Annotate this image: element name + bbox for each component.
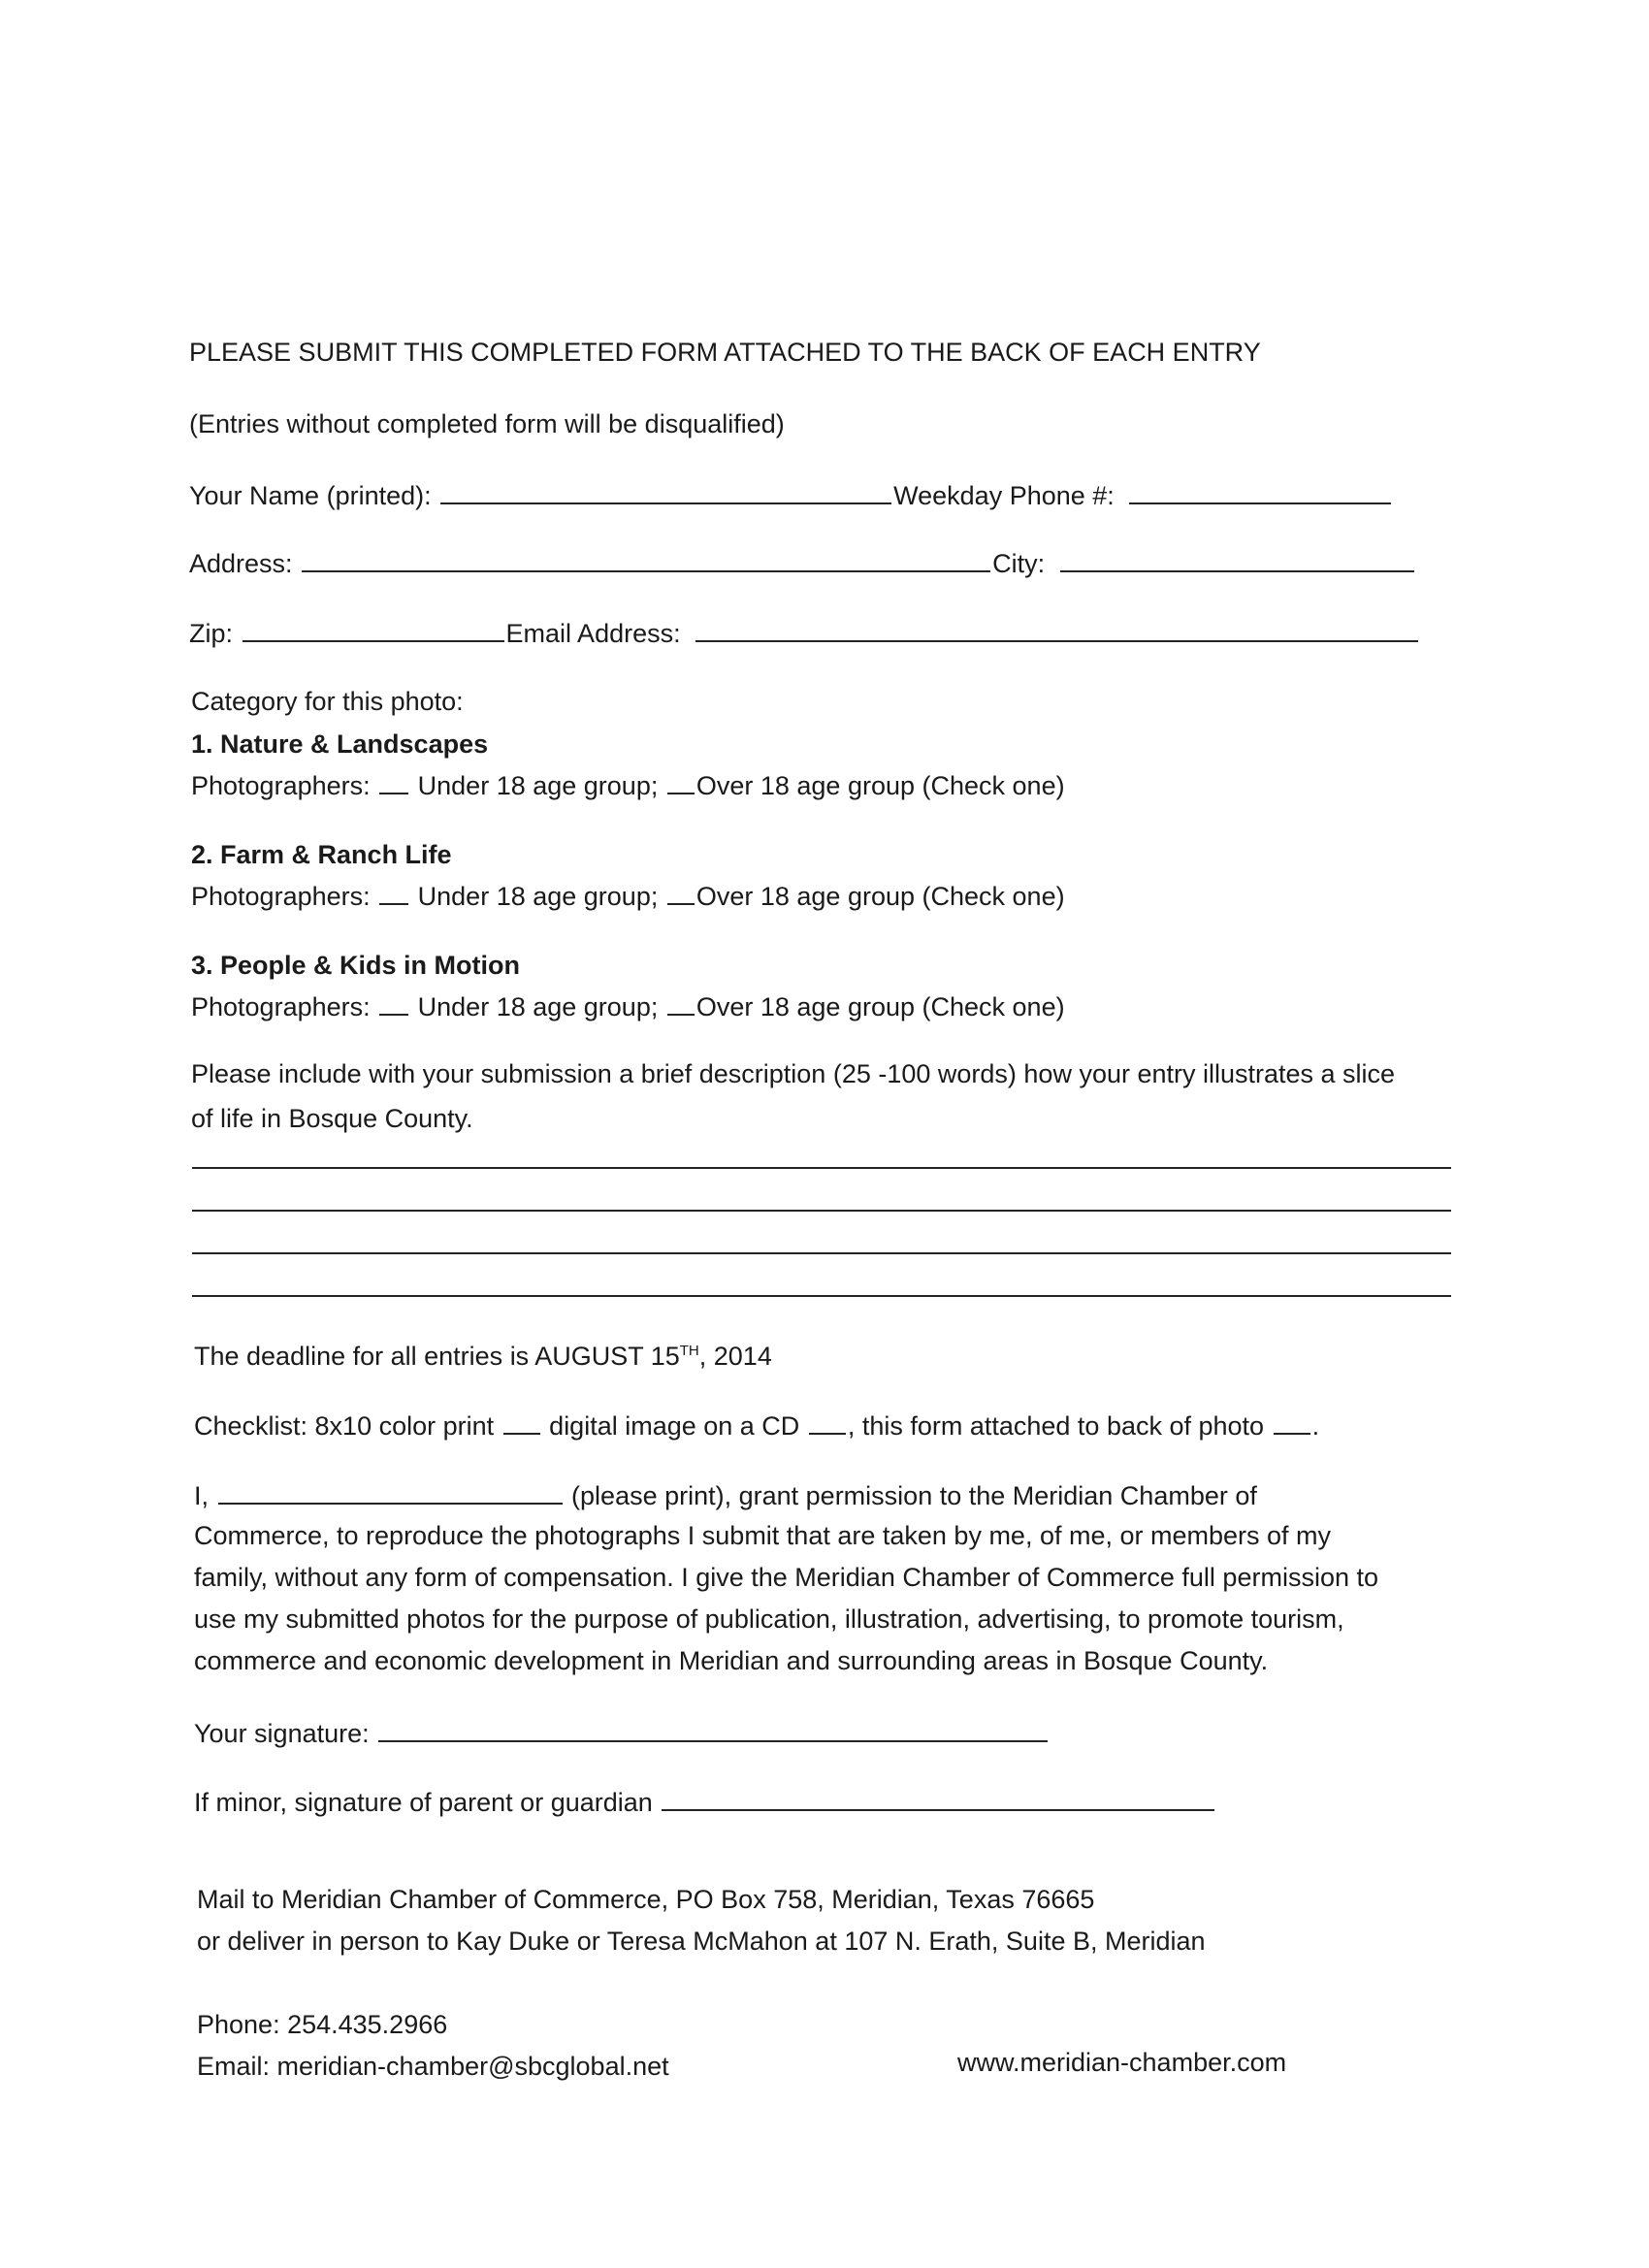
checklist-row	[194, 1411, 1319, 1440]
form-instruction: PLEASE SUBMIT THIS COMPLETED FORM ATTACHED TO THE BACK OF EACH ENTRY	[189, 338, 1261, 367]
over-18-label: Over 18 age group (Check one)	[695, 882, 1065, 911]
guardian-signature-label: If minor, signature of parent or guardian	[194, 1788, 653, 1817]
category-title-1: 1. Nature & Landscapes	[191, 729, 489, 759]
color-print-checkbox[interactable]	[503, 1411, 540, 1435]
description-line-1[interactable]	[192, 1167, 1451, 1169]
deadline-text	[194, 1344, 772, 1370]
mail-address: Mail to Meridian Chamber of Commerce, PO Box 758, Meridian, Texas 76665	[197, 1885, 1095, 1914]
name-field[interactable]	[440, 481, 891, 504]
contact-email: Email: meridian-chamber@sbcglobal.net	[197, 2052, 669, 2081]
category-title-2: 2. Farm & Ranch Life	[191, 840, 452, 869]
photographers-label: Photographers:	[191, 771, 371, 800]
under-18-label: Under 18 age group;	[417, 771, 659, 800]
name-label: Your Name (printed):	[189, 481, 432, 510]
website-link[interactable]: www.meridian-chamber.com	[957, 2048, 1287, 2077]
email-field[interactable]	[695, 619, 1418, 642]
permission-start: I,	[194, 1481, 210, 1510]
permission-text-1: (please print), grant permission to the Meridian Chamber of	[571, 1481, 1257, 1510]
cd-checkbox[interactable]	[809, 1411, 846, 1435]
signature-field[interactable]	[378, 1719, 1048, 1742]
description-line-4[interactable]	[192, 1295, 1451, 1297]
form-attached-checkbox[interactable]	[1274, 1411, 1310, 1435]
permission-line-3: family, without any form of compensation. I give the Meridian Chamber of Commerce full permission to	[194, 1563, 1378, 1592]
deadline-suffix: TH	[679, 1343, 699, 1359]
guardian-signature-row	[194, 1788, 1216, 1816]
description-instruction-line-1: Please include with your submission a brief description (25 -100 words) how your entry illustrates a slice	[191, 1059, 1396, 1088]
category-title-3: 3. People & Kids in Motion	[191, 951, 521, 980]
disqualification-note: (Entries without completed form will be disqualified)	[189, 409, 785, 438]
checklist-end: .	[1311, 1411, 1320, 1441]
under-18-label: Under 18 age group;	[417, 992, 659, 1021]
over-18-checkbox-2[interactable]	[667, 882, 695, 905]
under-18-checkbox-2[interactable]	[379, 882, 408, 905]
city-field[interactable]	[1060, 549, 1414, 572]
print-name-field[interactable]	[218, 1481, 563, 1505]
address-label: Address:	[189, 549, 293, 578]
form-attached-label: , this form attached to back of photo	[847, 1411, 1265, 1441]
address-city-row	[189, 549, 1416, 577]
under-18-label: Under 18 age group;	[417, 882, 659, 911]
photographers-label: Photographers:	[191, 992, 371, 1021]
category-row-1	[191, 771, 1065, 799]
deadline-label: The deadline for all entries is AUGUST 15	[194, 1342, 680, 1371]
cd-label: digital image on a CD	[549, 1411, 800, 1441]
permission-line-5: commerce and economic development in Meridian and surrounding areas in Bosque County.	[194, 1646, 1269, 1675]
category-row-2	[191, 882, 1065, 910]
over-18-checkbox-3[interactable]	[667, 992, 695, 1016]
over-18-label: Over 18 age group (Check one)	[695, 771, 1065, 800]
permission-line-1	[194, 1481, 1257, 1509]
description-instruction-line-2: of life in Bosque County.	[191, 1104, 473, 1133]
guardian-signature-field[interactable]	[662, 1788, 1214, 1811]
email-label: Email Address:	[505, 619, 681, 648]
permission-line-4: use my submitted photos for the purpose of publication, illustration, advertising, to promote tourism,	[194, 1604, 1344, 1634]
city-label: City:	[992, 549, 1046, 578]
permission-line-2: Commerce, to reproduce the photographs I submit that are taken by me, of me, or members of my	[194, 1521, 1332, 1550]
checklist-label: Checklist: 8x10 color print	[194, 1411, 495, 1441]
signature-label: Your signature:	[194, 1719, 370, 1748]
over-18-label: Over 18 age group (Check one)	[695, 992, 1065, 1021]
over-18-checkbox-1[interactable]	[667, 771, 695, 794]
contact-phone: Phone: 254.435.2966	[197, 2010, 448, 2039]
delivery-address: or deliver in person to Kay Duke or Teresa McMahon at 107 N. Erath, Suite B, Meridian	[197, 1927, 1206, 1956]
zip-email-row	[189, 619, 1420, 647]
name-phone-row	[189, 481, 1393, 509]
phone-field[interactable]	[1129, 481, 1391, 504]
zip-field[interactable]	[242, 619, 504, 642]
under-18-checkbox-1[interactable]	[379, 771, 408, 794]
description-line-3[interactable]	[192, 1252, 1451, 1254]
deadline-year: , 2014	[698, 1342, 772, 1371]
photographers-label: Photographers:	[191, 882, 371, 911]
category-intro: Category for this photo:	[191, 687, 464, 716]
phone-label: Weekday Phone #:	[893, 481, 1115, 510]
description-line-2[interactable]	[192, 1210, 1451, 1212]
under-18-checkbox-3[interactable]	[379, 992, 408, 1016]
category-row-3	[191, 992, 1065, 1021]
address-field[interactable]	[302, 549, 990, 572]
signature-row	[194, 1719, 1050, 1747]
zip-label: Zip:	[189, 619, 234, 648]
